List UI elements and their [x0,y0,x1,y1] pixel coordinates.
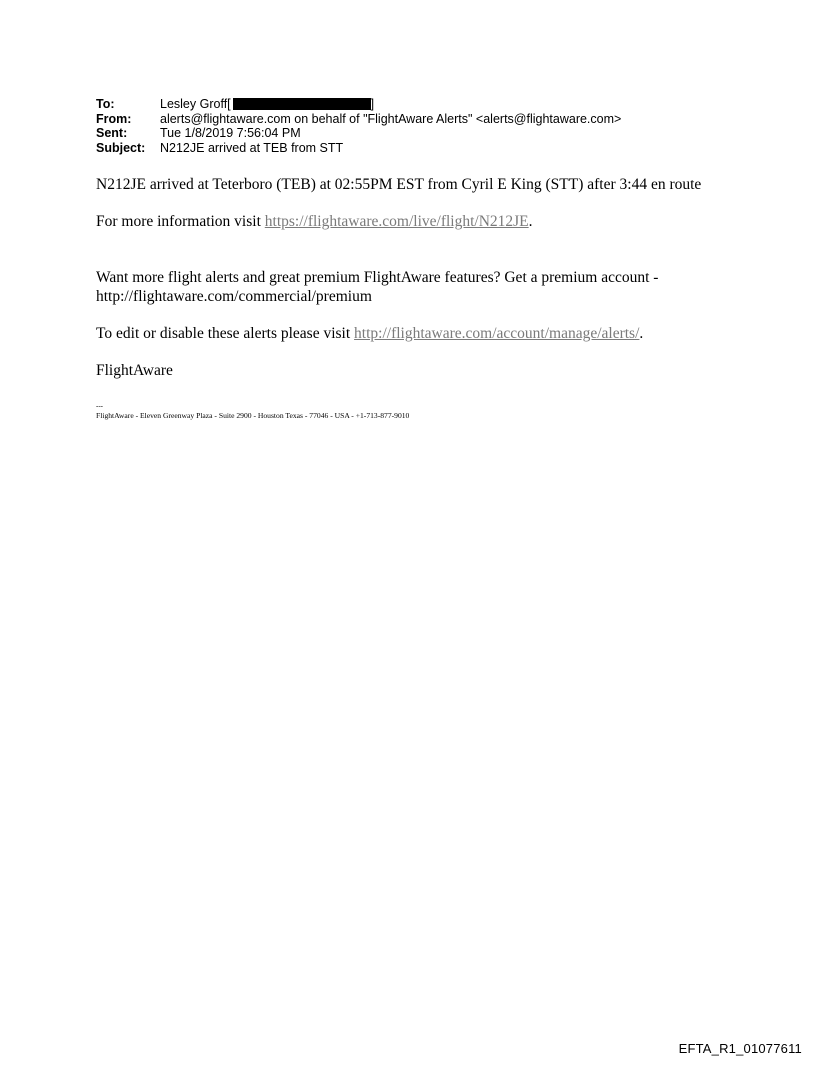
footer-separator: --- [96,402,103,410]
email-body [96,175,706,380]
sent-value: Tue 1/8/2019 7:56:04 PM [160,126,301,140]
subject-row [96,141,621,156]
subject-value: N212JE arrived at TEB from STT [160,140,344,155]
to-value: Lesley Groff[ ] [160,97,375,111]
edit-alerts-line: To edit or disable these alerts please visit http://flightaware.com/account/manage/alerts/. [96,325,644,342]
more-info-line: For more information visit https://flightaware.com/live/flight/N212JE. [96,213,533,230]
to-label: To: [96,97,115,111]
sent-row [96,126,621,141]
manage-alerts-link[interactable]: http://flightaware.com/account/manage/alerts/ [354,325,640,342]
from-value: alerts@flightaware.com on behalf of "FlightAware Alerts" <alerts@flightaware.com> [160,111,622,126]
from-label: From: [96,111,132,126]
subject-label: Subject: [96,140,146,155]
footer-address: FlightAware - Eleven Greenway Plaza - Suite 2900 - Houston Texas - 77046 - USA - +1-713-877-9010 [96,411,410,420]
signature: FlightAware [96,362,173,379]
from-row [96,112,621,127]
bates-number: EFTA_R1_01077611 [678,1041,802,1056]
flight-link[interactable]: https://flightaware.com/live/flight/N212JE [264,213,529,230]
to-row [96,97,621,112]
email-header [96,97,621,155]
premium-message: Want more flight alerts and great premium FlightAware features? Get a premium account - http://flightaware.com/commercial/premium [96,269,659,305]
arrival-message: N212JE arrived at Teterboro (TEB) at 02:55PM EST from Cyril E King (STT) after 3:44 en route [96,176,702,193]
sent-label: Sent: [96,126,128,140]
redaction-block [233,98,371,110]
